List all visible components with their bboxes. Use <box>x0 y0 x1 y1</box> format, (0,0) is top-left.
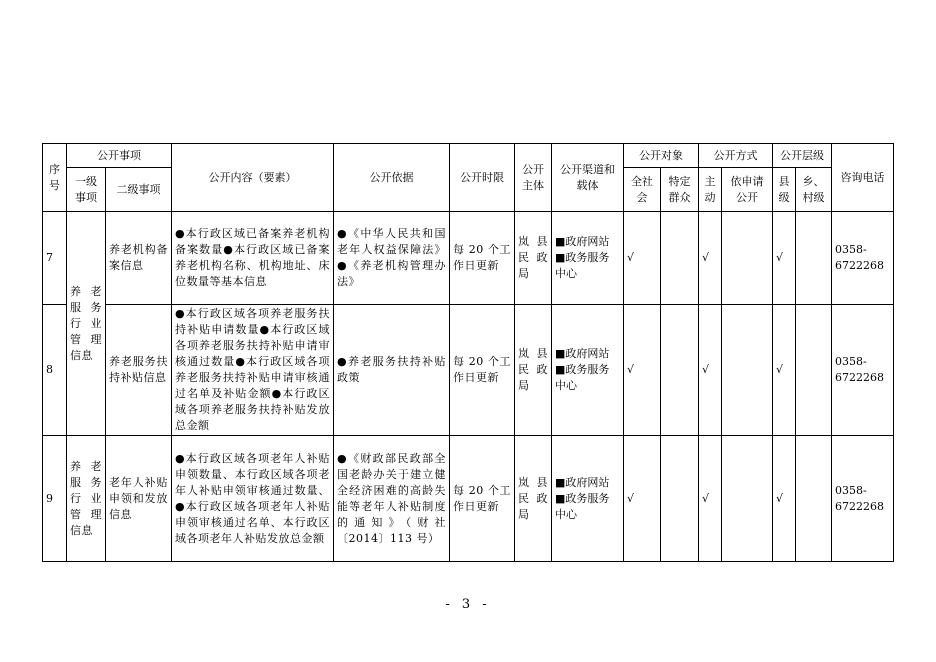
header-item: 公开事项 <box>67 144 172 168</box>
row-basis: ●养老服务扶持补贴政策 <box>334 305 450 436</box>
channel-website: ■政府网站 <box>555 235 610 248</box>
row-number: 9 <box>43 436 67 562</box>
header-basis: 公开依据 <box>334 144 450 212</box>
row-level-county-check: √ <box>773 436 796 562</box>
channel-service-center: ■政务服务中心 <box>555 491 610 521</box>
row-l2-item: 老年人补贴申领和发放信息 <box>106 436 172 562</box>
header-target-all: 全社 会 <box>624 168 661 212</box>
row-method-active-check: √ <box>699 305 722 436</box>
row-basis: ●《中华人民共和国老年人权益保障法》●《养老机构管理办法》 <box>334 212 450 305</box>
row-method-request <box>722 305 773 436</box>
channel-website: ■政府网站 <box>555 347 610 360</box>
header-row-1 <box>43 144 894 168</box>
row-phone: 0358-6722268 <box>832 212 894 305</box>
row-method-active-check: √ <box>699 436 722 562</box>
row-level-town <box>796 305 832 436</box>
row-content: ●本行政区域各项养老服务扶持补贴申请数量●本行政区域各项养老服务扶持补贴申请审核通过数量●本行政区域各项养老服务扶持补贴申请审核通过名单及补贴金额●本行政区域各项养老服务扶持补贴发放总金额 <box>172 305 334 436</box>
header-phone: 咨询电话 <box>832 144 894 212</box>
row-channel <box>552 212 624 305</box>
row-target-all-check: √ <box>624 436 661 562</box>
row-time: 每 20 个工作日更新 <box>450 436 515 562</box>
row-level-town <box>796 436 832 562</box>
row-target-all-check: √ <box>624 305 661 436</box>
row-method-request <box>722 212 773 305</box>
header-subject: 公开 主体 <box>515 144 552 212</box>
row-method-active-check: √ <box>699 212 722 305</box>
row-content: ●本行政区域各项老年人补贴申领数量、本行政区域各项老年人补贴申领审核通过数量、●本行政区域各项老年人补贴申领审核通过名单、本行政区域各项老年人补贴发放总金额 <box>172 436 334 562</box>
row-target-specific <box>661 212 699 305</box>
row-number: 7 <box>43 212 67 305</box>
row-l1-item: 养老服务行业管理信息 <box>67 436 106 562</box>
header-level-town: 乡、 村级 <box>796 168 832 212</box>
row-subject: 岚县民政局 <box>515 436 552 562</box>
table-row <box>43 212 894 305</box>
row-method-request <box>722 436 773 562</box>
disclosure-table <box>42 143 894 562</box>
header-method-request: 依申请 公开 <box>722 168 773 212</box>
row-l2-item: 养老服务扶持补贴信息 <box>106 305 172 436</box>
header-target-specific: 特定 群众 <box>661 168 699 212</box>
row-target-specific <box>661 436 699 562</box>
row-subject: 岚县民政局 <box>515 305 552 436</box>
header-time: 公开时限 <box>450 144 515 212</box>
channel-website: ■政府网站 <box>555 475 610 489</box>
header-method-active: 主 动 <box>699 168 722 212</box>
header-item-l1: 一级 事项 <box>67 168 106 212</box>
row-time: 每 20 个工作日更新 <box>450 212 515 305</box>
header-seq: 序 号 <box>43 144 67 212</box>
row-phone: 0358-6722268 <box>832 436 894 562</box>
channel-service-center: ■政务服务中心 <box>555 251 610 280</box>
table-row <box>43 436 894 562</box>
header-level: 公开层级 <box>773 144 832 168</box>
row-content: ●本行政区域已备案养老机构备案数量●本行政区域已备案养老机构名称、机构地址、床位数量等基本信息 <box>172 212 334 305</box>
row-l2-item: 养老机构备案信息 <box>106 212 172 305</box>
row-level-county-check: √ <box>773 305 796 436</box>
header-content: 公开内容（要素） <box>172 144 334 212</box>
row-level-county-check: √ <box>773 212 796 305</box>
row-subject: 岚县民政局 <box>515 212 552 305</box>
channel-service-center: ■政务服务中心 <box>555 363 610 392</box>
row-time: 每 20 个工作日更新 <box>450 305 515 436</box>
table-row <box>43 305 894 436</box>
row-level-town <box>796 212 832 305</box>
row-phone: 0358-6722268 <box>832 305 894 436</box>
header-item-l2: 二级事项 <box>106 168 172 212</box>
header-method: 公开方式 <box>699 144 773 168</box>
row-target-specific <box>661 305 699 436</box>
row-l1-item: 养老服务行业管理信息 <box>67 212 106 436</box>
row-number: 8 <box>43 305 67 436</box>
header-channel: 公开渠道和 载体 <box>552 144 624 212</box>
row-channel <box>552 436 624 562</box>
header-target: 公开对象 <box>624 144 699 168</box>
row-channel <box>552 305 624 436</box>
row-target-all-check: √ <box>624 212 661 305</box>
header-level-county: 县 级 <box>773 168 796 212</box>
row-basis: ●《财政部民政部全国老龄办关于建立健全经济困难的高龄失能等老年人补贴制度的通知》（财社〔2014〕113 号） <box>334 436 450 562</box>
page-number: - 3 - <box>445 597 491 612</box>
